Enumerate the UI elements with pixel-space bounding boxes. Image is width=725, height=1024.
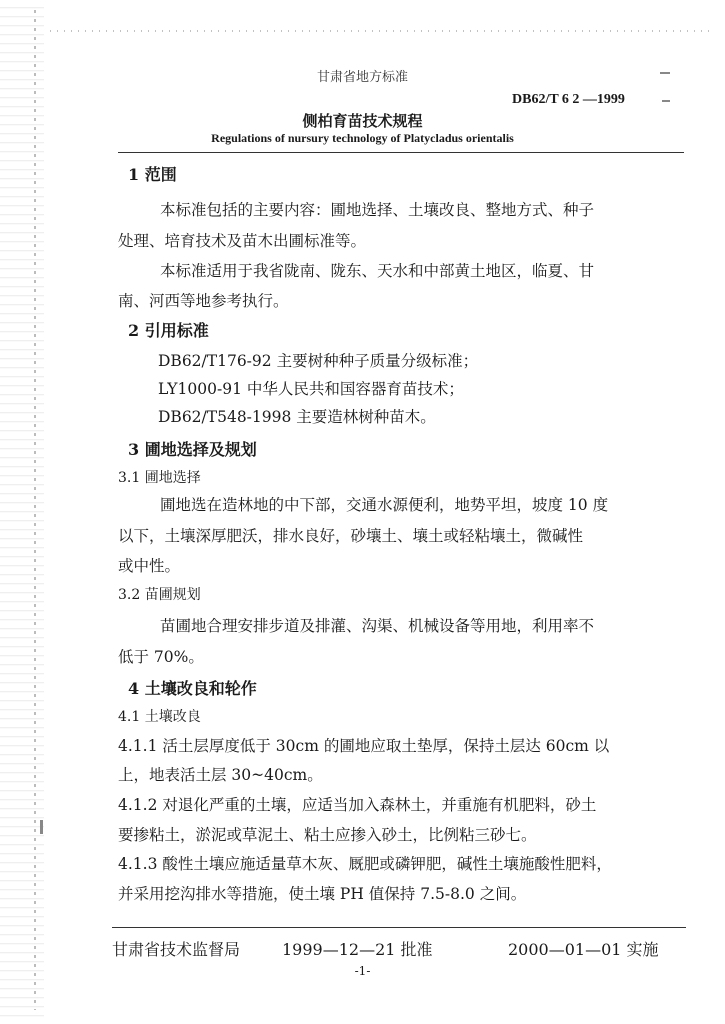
section-3-1-line-2: 以下，土壤深厚肥沃，排水良好，砂壤土、壤土或轻粘壤土，微碱性	[118, 527, 584, 545]
section-3-1-title: 3.1 圃地选择	[118, 470, 201, 486]
scan-edge-shading	[0, 0, 44, 1024]
section-1-para-2-line-2: 南、河西等地参考执行。	[118, 292, 289, 310]
section-3-1-line-1: 圃地选在造林地的中下部，交通水源便利，地势平坦，坡度 10 度	[160, 496, 609, 514]
standard-label: 甘肃省地方标准	[316, 70, 408, 85]
section-2-heading: 2 引用标准	[128, 321, 209, 340]
clause-4-1-2-line-2: 要掺粘土，淤泥或草泥土、粘土应掺入砂土，比例粘三砂七。	[118, 826, 537, 844]
implementation-date: 2000—01—01 实施	[508, 940, 659, 959]
clause-4-1-2-line-1: 4.1.2 对退化严重的土壤，应适当加入森林土，并重施有机肥料，砂土	[118, 796, 597, 814]
scan-speck	[40, 820, 43, 834]
page-number: -1-	[354, 964, 371, 978]
document-title-en: Regulations of nursury technology of Platycladus orientalis	[211, 131, 514, 145]
section-3-2-title: 3.2 苗圃规划	[118, 587, 201, 603]
section-3-2-line-2: 低于 70%。	[118, 648, 204, 666]
header-rule	[118, 152, 684, 153]
section-3-2-line-1: 苗圃地合理安排步道及排灌、沟渠、机械设备等用地，利用率不	[160, 617, 595, 635]
section-1-para-1-line-2: 处理、培育技术及苗木出圃标准等。	[118, 232, 367, 250]
section-4-heading: 4 土壤改良和轮作	[128, 679, 257, 698]
issuing-authority: 甘肃省技术监督局	[112, 940, 241, 959]
standard-code: DB62/T 6 2 —1999	[512, 92, 625, 107]
section-1-para-1-line-1: 本标准包括的主要内容：圃地选择、土壤改良、整地方式、种子	[160, 201, 595, 219]
section-3-heading: 3 圃地选择及规划	[128, 440, 257, 459]
document-title-cn: 侧柏育苗技术规程	[302, 112, 423, 130]
clause-4-1-3-line-1: 4.1.3 酸性土壤应施适量草木灰、厩肥或磷钾肥，碱性土壤施酸性肥料，	[118, 855, 612, 873]
section-1-heading: 1 范围	[128, 165, 177, 184]
reference-item-2: LY1000-91 中华人民共和国容器育苗技术；	[158, 380, 464, 398]
footer-rule	[112, 927, 686, 928]
section-1-para-2-line-1: 本标准适用于我省陇南、陇东、天水和中部黄土地区，临夏、甘	[160, 262, 595, 280]
approval-date: 1999—12—21 批准	[282, 940, 433, 959]
scan-edge-line	[34, 10, 36, 1010]
reference-item-3: DB62/T548-1998 主要造林树种苗木。	[158, 408, 436, 426]
scan-speck	[662, 100, 670, 102]
scan-speck	[660, 72, 670, 74]
reference-item-1: DB62/T176-92 主要树种种子质量分级标准；	[158, 352, 479, 370]
scan-dotted-line	[50, 30, 710, 32]
section-3-1-line-3: 或中性。	[118, 557, 181, 575]
clause-4-1-1-line-1: 4.1.1 活土层厚度低于 30cm 的圃地应取土垫厚，保持土层达 60cm 以	[118, 737, 610, 755]
clause-4-1-3-line-2: 并采用挖沟排水等措施，使土壤 PH 值保持 7.5-8.0 之间。	[118, 885, 527, 903]
section-4-1-title: 4.1 土壤改良	[118, 709, 201, 725]
clause-4-1-1-line-2: 上，地表活土层 30~40cm。	[118, 766, 323, 784]
